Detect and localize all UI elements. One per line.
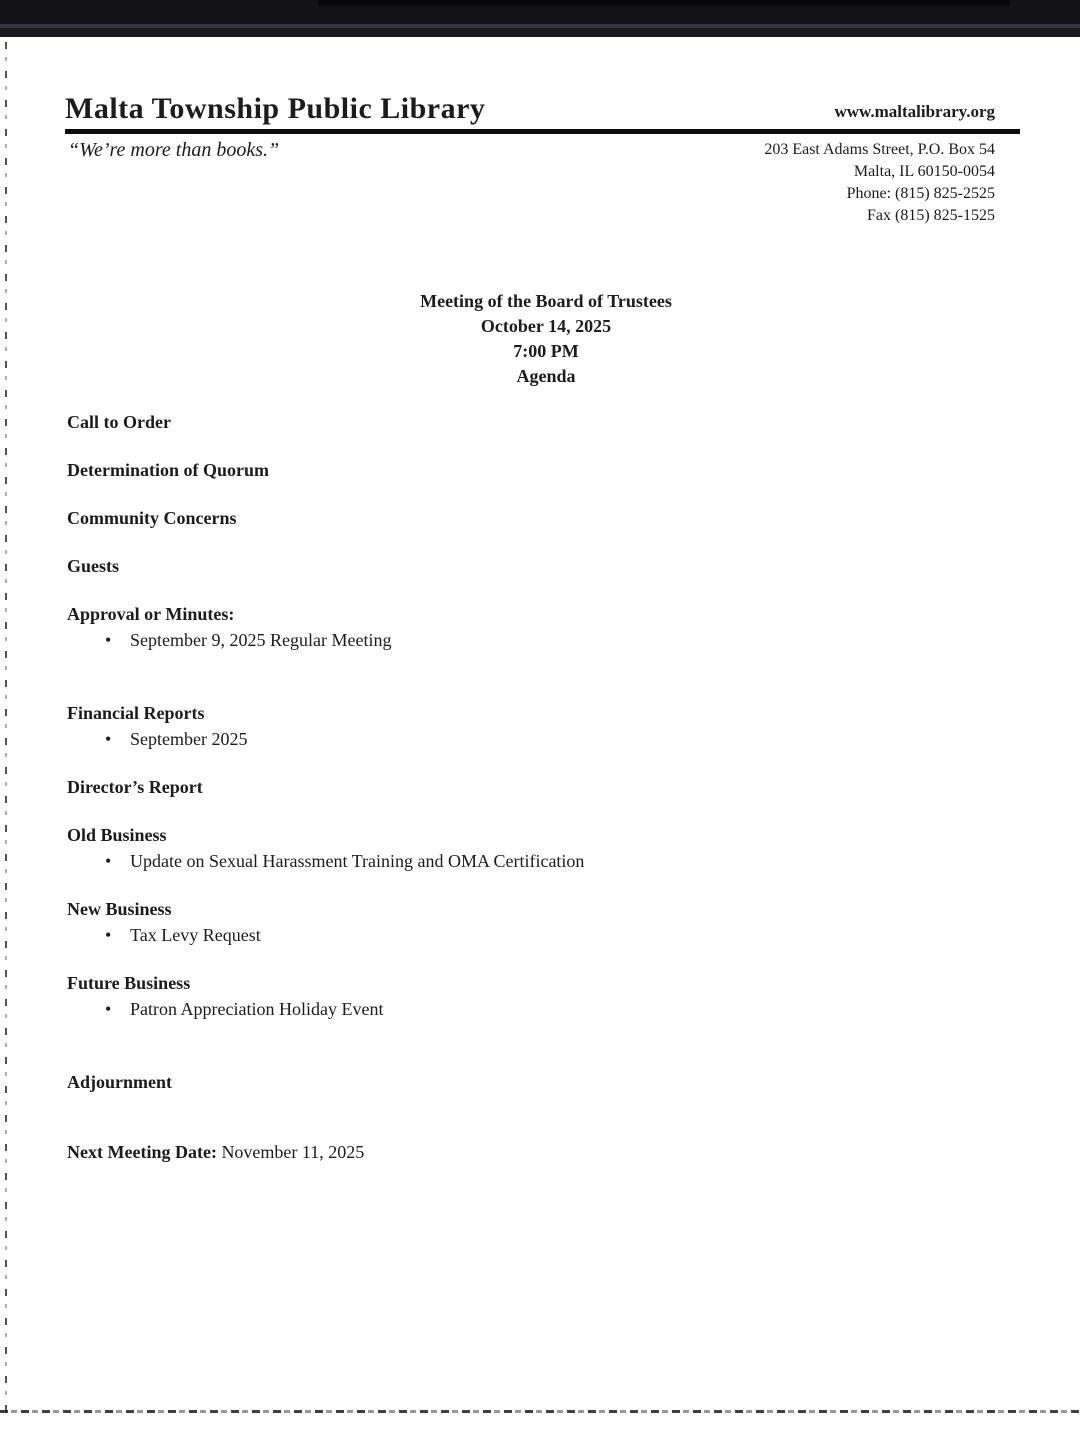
library-website: www.maltalibrary.org bbox=[834, 102, 995, 121]
agenda-section-old-business: Old Business bbox=[67, 825, 167, 845]
address-phone: Phone: (815) 825-2525 bbox=[846, 185, 995, 202]
library-tagline: “We’re more than books.” bbox=[68, 139, 280, 161]
agenda-section-call-to-order: Call to Order bbox=[67, 412, 171, 432]
agenda-section-financial-reports: Financial Reports bbox=[67, 703, 205, 723]
agenda-list bbox=[67, 411, 1020, 1093]
meeting-heading-block bbox=[0, 289, 1080, 389]
address-city: Malta, IL 60150-0054 bbox=[853, 163, 995, 180]
agenda-item: • Tax Levy Request bbox=[105, 924, 1020, 946]
next-meeting-value: November 11, 2025 bbox=[221, 1142, 365, 1162]
agenda-item: • September 9, 2025 Regular Meeting bbox=[105, 629, 1020, 651]
agenda-section-new-business: New Business bbox=[67, 899, 172, 919]
meeting-time: 7:00 PM bbox=[513, 341, 579, 361]
agenda-item: • September 2025 bbox=[105, 728, 1020, 750]
agenda-section-future-business: Future Business bbox=[67, 973, 191, 993]
agenda-section-community-concerns: Community Concerns bbox=[67, 508, 237, 528]
next-meeting-label: Next Meeting Date: bbox=[67, 1142, 217, 1162]
library-address-block bbox=[764, 139, 1020, 227]
letterhead bbox=[65, 92, 1020, 227]
meeting-date: October 14, 2025 bbox=[480, 316, 612, 336]
agenda-item: • Patron Appreciation Holiday Event bbox=[105, 998, 1020, 1020]
agenda-section-approval-minutes: Approval or Minutes: bbox=[67, 604, 235, 624]
library-name: Malta Township Public Library bbox=[65, 92, 486, 125]
next-meeting-line bbox=[67, 1141, 1020, 1163]
document-type: Agenda bbox=[516, 366, 576, 386]
address-street: 203 East Adams Street, P.O. Box 54 bbox=[764, 141, 995, 158]
letterhead-top-row bbox=[65, 92, 1020, 134]
agenda-section-adjournment: Adjournment bbox=[67, 1072, 173, 1092]
agenda-section-directors-report: Director’s Report bbox=[67, 777, 203, 797]
meeting-title: Meeting of the Board of Trustees bbox=[420, 291, 672, 311]
scan-artifact-bottom-line bbox=[0, 1410, 1080, 1413]
agenda-section-quorum: Determination of Quorum bbox=[67, 460, 269, 480]
agenda-item: • Update on Sexual Harassment Training and OMA Certification bbox=[105, 850, 1020, 872]
address-fax: Fax (815) 825-1525 bbox=[867, 207, 995, 224]
letterhead-sub-row bbox=[65, 139, 1020, 227]
agenda-section-guests: Guests bbox=[67, 556, 120, 576]
